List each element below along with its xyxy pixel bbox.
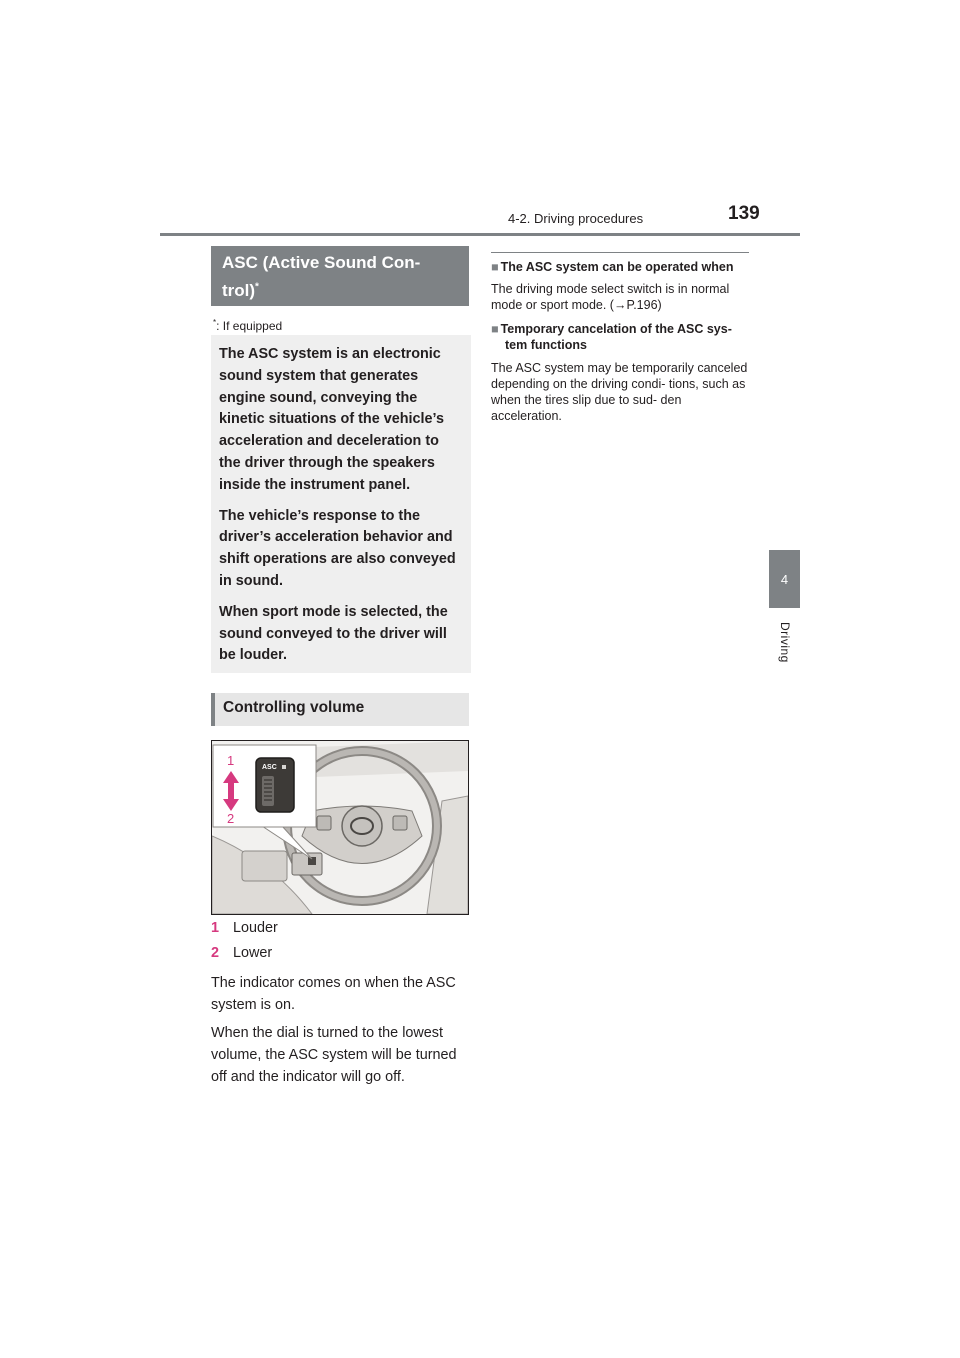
note-heading: ■ Temporary cancelation of the ASC sys- tem functions	[491, 322, 732, 352]
chapter-tab	[769, 550, 800, 608]
page-number: 139	[728, 203, 760, 224]
title-asterisk: *	[255, 281, 259, 293]
footnote-text: : If equipped	[216, 319, 283, 333]
section-title: 4-2. Driving procedures	[508, 211, 644, 226]
footnote-mark: *	[213, 318, 217, 327]
note-text: The driving mode select switch is in normal mode or sport mode. (→P.196)	[491, 282, 730, 312]
footnote	[213, 318, 282, 333]
body-paragraph: The indicator comes on when the ASC system is on.	[211, 975, 456, 1013]
legend-item	[211, 945, 272, 961]
controlling-volume-heading: Controlling volume	[211, 693, 469, 726]
divider	[491, 252, 749, 253]
legend-text: Louder	[233, 920, 278, 936]
switch-label: ASC	[262, 764, 277, 771]
note-heading: ■ The ASC system can be operated when	[491, 260, 734, 274]
body-paragraph: When the dial is turned to the lowest volume, the ASC system will be turned off and the indicator will go off.	[211, 1025, 457, 1085]
page-header	[160, 203, 800, 236]
chapter-label: Driving	[778, 622, 792, 663]
legend-number: 1	[211, 920, 220, 936]
legend-number: 2	[211, 945, 220, 961]
callout-2: 2	[227, 811, 235, 826]
intro-paragraph: The vehicle’s response to the driver’s acceleration behavior and shift operations are also conveyed in sound.	[219, 507, 456, 589]
intro-box	[211, 335, 471, 673]
title-line-2: trol)*	[222, 281, 259, 300]
callout-1: 1	[227, 753, 235, 768]
legend-item	[211, 920, 278, 936]
chapter-number: 4	[780, 571, 789, 587]
intro-paragraph: The ASC system is an electronic sound system that generates engine sound, conveying the kinetic situations of the vehicle’s acceleration and deceleration to the driver through the speakers inside the instrument panel.	[219, 346, 444, 493]
legend-text: Lower	[233, 945, 273, 961]
title-line-1: ASC (Active Sound Con-	[222, 253, 421, 272]
note-text: The ASC system may be temporarily canceled depending on the driving condi- tions, such as when the tires slip due to sud- den acceleration.	[491, 361, 748, 423]
intro-paragraph: When sport mode is selected, the sound conveyed to the driver will be louder.	[219, 603, 448, 664]
asc-dial-illustration	[211, 740, 469, 915]
section-title-box	[211, 246, 469, 306]
